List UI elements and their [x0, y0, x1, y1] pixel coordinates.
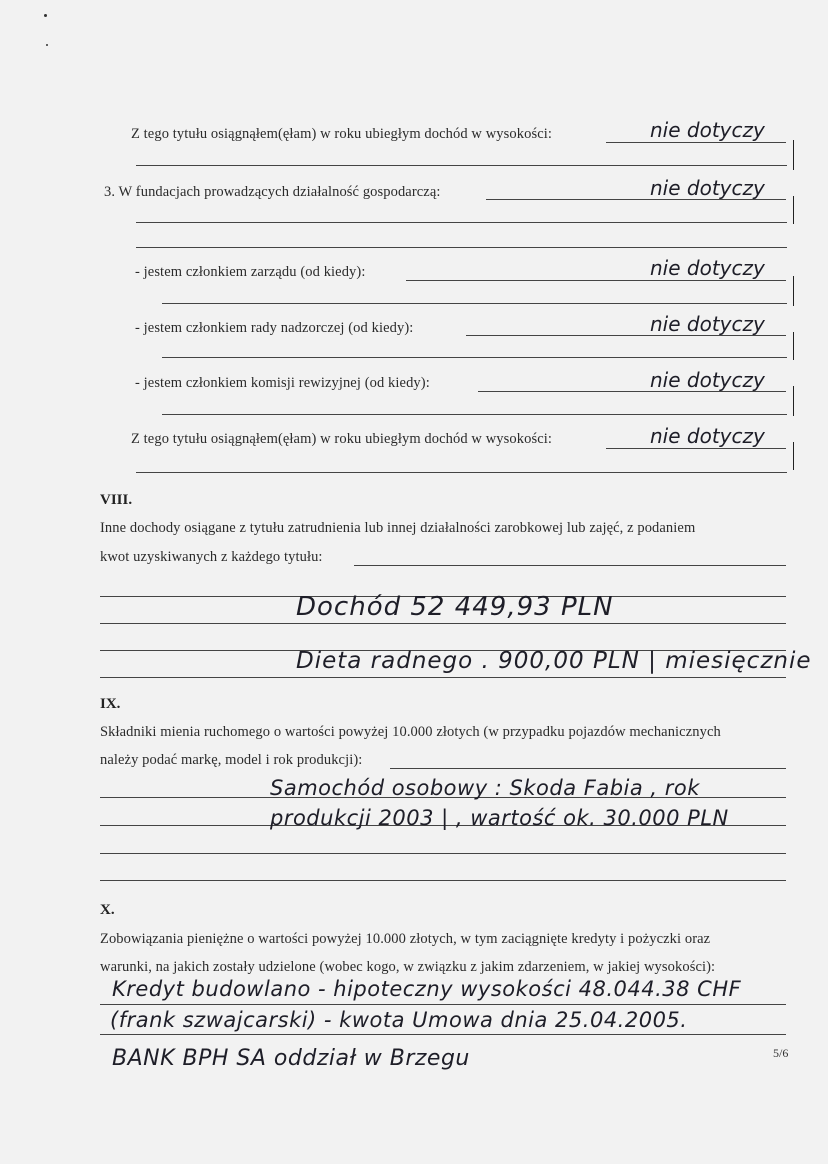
handwritten-income-2: nie dotyczy	[650, 424, 765, 448]
fill-line	[162, 357, 787, 358]
scan-mark	[46, 44, 48, 46]
fill-line	[100, 1034, 786, 1035]
section-x-text-2: warunki, na jakich zostały udzielone (wobec kogo, w związku z jakim zdarzeniem, w jakiej wysokości):	[100, 959, 716, 975]
fill-line	[100, 880, 786, 881]
handwritten-stroke	[793, 332, 794, 360]
handwritten-income: Dochód 52 449,93 PLN	[296, 592, 614, 622]
handwritten-audit: nie dotyczy	[650, 368, 765, 392]
fill-line	[100, 623, 786, 624]
section-viii-text-2: kwot uzyskiwanych z każdego tytułu:	[100, 549, 323, 565]
fill-line	[136, 472, 787, 473]
handwritten-income-1: nie dotyczy	[650, 118, 765, 142]
fill-line	[136, 247, 787, 248]
handwritten-stroke	[793, 140, 794, 170]
fill-line	[606, 142, 786, 143]
section-viii-text-1: Inne dochody osiągane z tytułu zatrudnienia lub innej działalności zarobkowej lub zajęć, z podaniem	[100, 520, 696, 536]
foundations-label: 3. W fundacjach prowadzących działalność gospodarczą:	[104, 184, 441, 200]
board-label: - jestem członkiem zarządu (od kiedy):	[135, 264, 366, 280]
scan-mark	[44, 14, 47, 17]
fill-line	[136, 222, 787, 223]
handwritten-board: nie dotyczy	[650, 256, 765, 280]
fill-line	[136, 165, 787, 166]
income-label-2: Z tego tytułu osiągnąłem(ęłam) w roku ubiegłym dochód w wysokości:	[131, 431, 552, 447]
section-heading-viii: VIII.	[100, 492, 133, 508]
handwritten-liability-3: BANK BPH SA oddział w Brzegu	[112, 1046, 470, 1071]
section-ix-text-2: należy podać markę, model i rok produkcji):	[100, 752, 363, 768]
handwritten-stroke	[793, 386, 794, 416]
fill-line	[100, 1004, 786, 1005]
handwritten-vehicle-1: Samochód osobowy : Skoda Fabia , rok	[270, 776, 700, 800]
section-heading-x: X.	[100, 902, 115, 918]
handwritten-stroke	[793, 442, 794, 470]
handwritten-supervisory: nie dotyczy	[650, 312, 765, 336]
fill-line	[354, 565, 786, 566]
handwritten-liability-2: (frank szwajcarski) - kwota Umowa dnia 25.04.2005.	[110, 1008, 688, 1032]
fill-line	[406, 280, 786, 281]
fill-line	[100, 677, 786, 678]
page-number: 5/6	[773, 1046, 789, 1060]
handwritten-vehicle-2: produkcji 2003 | , wartość ok. 30.000 PLN	[270, 806, 729, 830]
fill-line	[606, 448, 786, 449]
section-ix-text-1: Składniki mienia ruchomego o wartości powyżej 10.000 złotych (w przypadku pojazdów mechanicznych	[100, 724, 721, 740]
section-heading-ix: IX.	[100, 696, 121, 712]
handwritten-liability-1: Kredyt budowlano - hipoteczny wysokości 48.044.38 CHF	[112, 977, 742, 1001]
section-x-text-1: Zobowiązania pieniężne o wartości powyżej 10.000 złotych, w tym zaciągnięte kredyty i pożyczki oraz	[100, 931, 711, 947]
fill-line	[162, 303, 787, 304]
income-label-1: Z tego tytułu osiągnąłem(ęłam) w roku ubiegłym dochód w wysokości:	[131, 126, 552, 142]
handwritten-foundations: nie dotyczy	[650, 176, 765, 200]
supervisory-label: - jestem członkiem rady nadzorczej (od kiedy):	[135, 320, 414, 336]
handwritten-councillor-allowance: Dieta radnego . 900,00 PLN | miesięcznie	[296, 648, 812, 674]
handwritten-stroke	[793, 276, 794, 306]
audit-label: - jestem członkiem komisji rewizyjnej (od kiedy):	[135, 375, 430, 391]
fill-line	[100, 853, 786, 854]
fill-line	[162, 414, 787, 415]
handwritten-stroke	[793, 196, 794, 224]
fill-line	[390, 768, 786, 769]
